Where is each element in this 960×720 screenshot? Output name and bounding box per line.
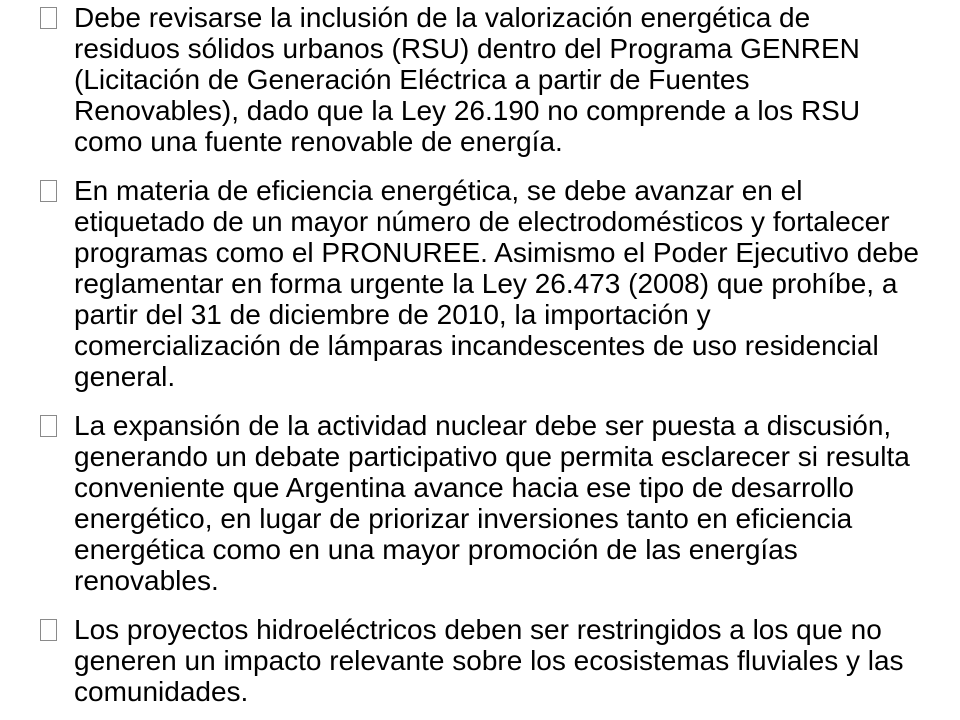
bullet-list xyxy=(40,2,920,707)
missing-glyph-box-icon xyxy=(40,180,57,202)
bullet-item-nuclear xyxy=(40,410,920,596)
bullet-text: En materia de eficiencia energética, se debe avanzar en el etiquetado de un mayor número de electrodomésticos y fortalecer programas como el PRONUREE. Asimismo el Poder Ejecutivo debe reglamentar en forma urgente la Ley 26.473 (2008) que prohíbe, a partir del 31 de diciembre de 2010, la importación y comercialización de lámparas incandescentes de uso residencial general. xyxy=(74,175,920,392)
bullet-text: Los proyectos hidroeléctricos deben ser restringidos a los que no generen un impacto relevante sobre los ecosistemas fluviales y las comunidades. xyxy=(74,614,904,707)
missing-glyph-box-icon xyxy=(40,619,57,641)
bullet-text: La expansión de la actividad nuclear debe ser puesta a discusión, generando un debate participativo que permita esclarecer si resulta conveniente que Argentina avance hacia ese tipo de desarrollo energético, en lugar de priorizar inversiones tanto en eficiencia energética como en una mayor promoción de las energías renovables. xyxy=(74,410,910,596)
bullet-text: Debe revisarse la inclusión de la valorización energética de residuos sólidos urbanos (RSU) dentro del Programa GENREN (Licitación de Generación Eléctrica a partir de Fuentes Renovables), dado que la Ley 26.190 no comprende a los RSU como una fuente renovable de energía. xyxy=(74,2,861,157)
bullet-item-hidroelectricos xyxy=(40,614,920,707)
bullet-item-rsu xyxy=(40,2,920,157)
bullet-item-eficiencia xyxy=(40,175,920,392)
missing-glyph-box-icon xyxy=(40,415,57,437)
missing-glyph-box-icon xyxy=(40,7,57,29)
